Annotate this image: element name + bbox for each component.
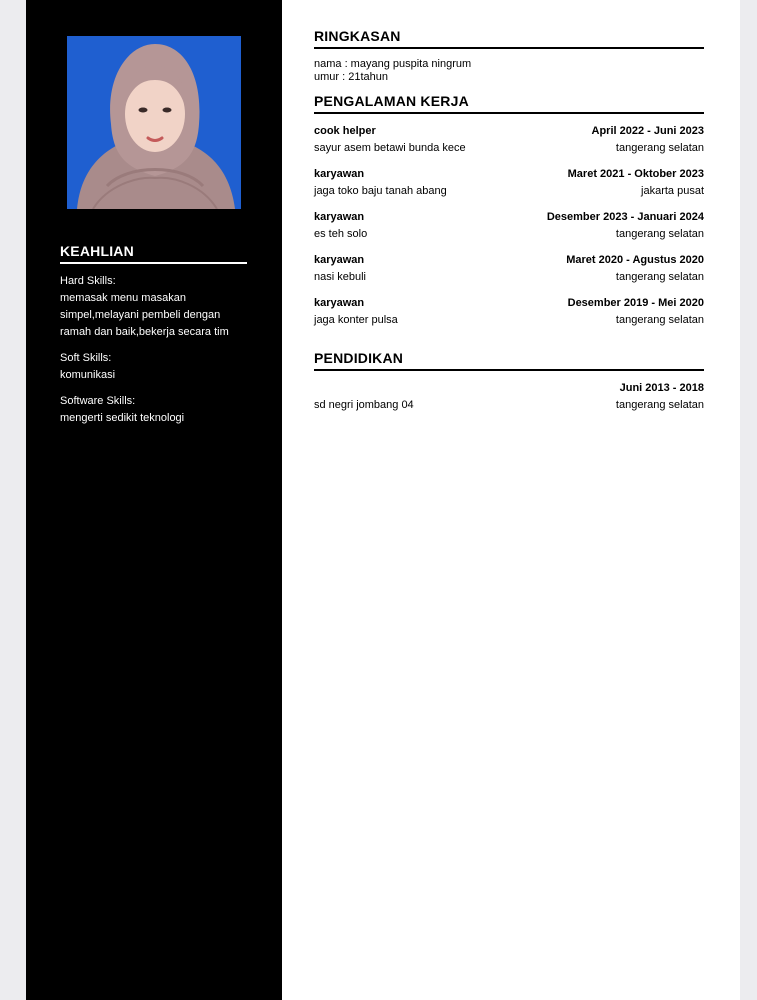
summary-heading: RINGKASAN xyxy=(314,28,704,49)
job-location: tangerang selatan xyxy=(615,314,704,326)
job-location: jakarta pusat xyxy=(641,185,704,197)
skills-heading: KEAHLIAN xyxy=(60,243,247,264)
school-name: sd negri jombang 04 xyxy=(314,399,414,411)
experience-entry xyxy=(314,123,704,157)
resume-main xyxy=(314,28,704,414)
summary-name-line: nama : mayang puspita ningrum xyxy=(314,58,472,70)
job-period: Maret 2020 - Agustus 2020 xyxy=(566,254,704,266)
summary-block xyxy=(314,58,704,84)
job-place: es teh solo xyxy=(314,228,368,240)
education-heading: PENDIDIKAN xyxy=(314,350,704,371)
experience-entry xyxy=(314,166,704,200)
summary-age-line: umur : 21tahun xyxy=(314,71,388,83)
job-period: Desember 2023 - Januari 2024 xyxy=(546,211,704,223)
job-location: tangerang selatan xyxy=(615,271,704,283)
soft-skills-text: komunikasi xyxy=(60,369,116,381)
job-place: nasi kebuli xyxy=(314,271,366,283)
job-location: tangerang selatan xyxy=(615,142,704,154)
resume-page xyxy=(26,0,740,1000)
skills-section xyxy=(60,243,247,427)
experience-entry xyxy=(314,252,704,286)
experience-entry xyxy=(314,209,704,243)
hard-skills-block xyxy=(60,273,247,341)
job-location: tangerang selatan xyxy=(615,228,704,240)
hard-skills-title: Hard Skills: xyxy=(60,275,116,287)
soft-skills-title: Soft Skills: xyxy=(60,352,112,364)
job-title: karyawan xyxy=(314,168,365,180)
job-period: April 2022 - Juni 2023 xyxy=(591,125,704,137)
job-period: Maret 2021 - Oktober 2023 xyxy=(567,168,704,180)
job-place: sayur asem betawi bunda kece xyxy=(314,142,466,154)
software-skills-text: mengerti sedikit teknologi xyxy=(60,412,185,424)
job-title: karyawan xyxy=(314,297,365,309)
experience-entry xyxy=(314,295,704,329)
software-skills-title: Software Skills: xyxy=(60,395,136,407)
profile-photo xyxy=(67,36,241,209)
job-title: cook helper xyxy=(314,125,376,137)
job-title: karyawan xyxy=(314,254,365,266)
job-place: jaga konter pulsa xyxy=(314,314,398,326)
hard-skills-text: memasak menu masakan simpel,melayani pembeli dengan ramah dan baik,bekerja secara tim xyxy=(60,292,229,338)
education-period: Juni 2013 - 2018 xyxy=(619,382,704,394)
experience-heading: PENGALAMAN KERJA xyxy=(314,93,704,114)
job-title: karyawan xyxy=(314,211,365,223)
job-place: jaga toko baju tanah abang xyxy=(314,185,447,197)
school-location: tangerang selatan xyxy=(615,399,704,411)
soft-skills-block xyxy=(60,350,247,384)
job-period: Desember 2019 - Mei 2020 xyxy=(567,297,704,309)
profile-portrait-image xyxy=(67,36,241,209)
education-entry xyxy=(314,380,704,414)
software-skills-block xyxy=(60,393,247,427)
resume-sidebar xyxy=(26,0,282,1000)
